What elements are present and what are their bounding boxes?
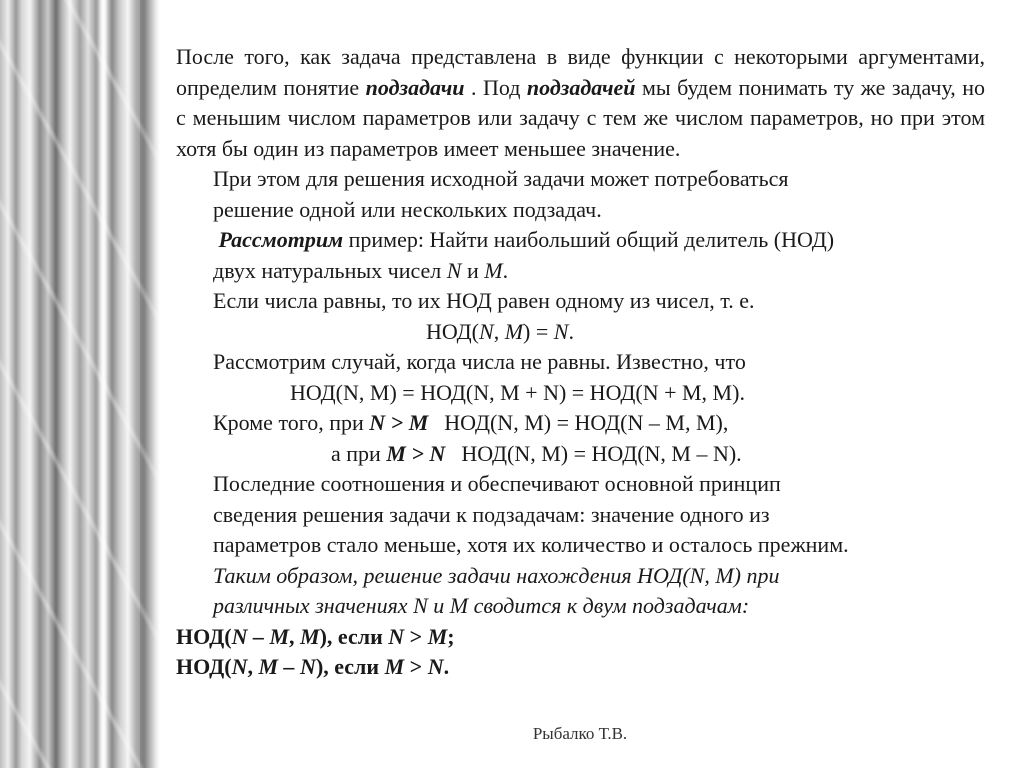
decorative-sidebar: [0, 0, 160, 768]
formula-var: M: [504, 318, 524, 344]
case-lead: Кроме того, при: [213, 410, 370, 435]
unequal-case-text: Рассмотрим случай, когда числа не равны. Известно, что: [213, 349, 746, 374]
var-n: N: [446, 257, 462, 283]
sub-var: N: [427, 654, 444, 679]
slide-content: [176, 42, 985, 683]
conclusion-line-1: Таким образом, решение задачи нахождения НОД(N, M) при: [213, 562, 780, 588]
case-m-gt-n: [176, 439, 985, 470]
case-formula: НОД(N, M) = НОД(N – M, M),: [444, 410, 729, 435]
formula-part: .: [568, 318, 574, 344]
case-condition: N > M: [369, 410, 429, 435]
definition-paragraph: [176, 42, 985, 164]
sub-var: N: [388, 623, 405, 649]
definition-text-3: мы будем понимать ту же задачу, но с меньшим числом параметров или задачу с тем же числом параметров, но при этом хотя бы один из параметров имеет меньшее значение.: [176, 74, 985, 161]
sub-part: ,: [289, 623, 301, 649]
example-end: .: [502, 257, 509, 283]
formula-var: N: [553, 318, 569, 344]
equal-case-formula: [176, 317, 985, 348]
sub-part: ), если: [315, 654, 385, 679]
sidebar-highlight: [98, 0, 108, 768]
sub-part: >: [404, 654, 428, 679]
sidebar-shade: [140, 0, 160, 768]
formula-var: N: [479, 318, 494, 344]
sub-var: M – N: [258, 654, 316, 679]
unequal-case-formula: НОД(N, M) = НОД(N, M + N) = НОД(N + M, M).: [290, 379, 745, 405]
conclusion-line-2: различных значениях N и M сводится к двум подзадачам:: [213, 593, 750, 618]
sub-var: N: [231, 654, 248, 679]
sub-part: НОД(: [176, 623, 232, 649]
case-formula: НОД(N, M) = НОД(N, M – N).: [461, 440, 742, 466]
case-n-gt-m: [176, 408, 985, 439]
sub-part: ;: [447, 623, 455, 649]
example-line-1: [176, 225, 985, 256]
formula-part: ,: [493, 318, 505, 344]
sub-var: N – M: [231, 623, 290, 649]
term-subtask-instr: подзадачей: [526, 74, 636, 100]
example-text-2: двух натуральных чисел: [213, 257, 447, 283]
principle-line-3: параметров стало меньше, хотя их количество и осталось прежним.: [213, 532, 849, 557]
example-line-2: [176, 256, 985, 287]
subproblem-2: [176, 652, 985, 683]
var-m: M: [484, 257, 503, 283]
example-text: пример: Найти наибольший общий делитель (НОД): [343, 227, 835, 252]
sub-part: >: [404, 623, 428, 649]
sub-part: .: [443, 654, 450, 679]
subtasks-line-2: решение одной или нескольких подзадач.: [213, 196, 602, 222]
sub-part: НОД(: [176, 654, 232, 679]
subtasks-line-1: При этом для решения исходной задачи может потребоваться: [213, 166, 789, 191]
case-condition: M > N: [386, 440, 446, 466]
equal-case-text: Если числа равны, то их НОД равен одному из чисел, т. е.: [213, 288, 755, 313]
principle-line-2: сведения решения задачи к подзадачам: значение одного из: [213, 501, 770, 527]
example-and: и: [461, 257, 485, 283]
term-subtask: подзадачи: [365, 74, 465, 100]
principle-line-1: Последние соотношения и обеспечивают основной принцип: [213, 471, 781, 496]
sub-part: ), если: [319, 623, 389, 649]
formula-part: НОД(: [426, 318, 480, 344]
sub-part: ,: [247, 654, 259, 679]
case-lead: а при: [331, 440, 387, 466]
formula-part: ) =: [523, 318, 554, 344]
subproblem-1: [176, 622, 985, 653]
sub-var: M: [427, 623, 448, 649]
example-lead: Рассмотрим: [218, 227, 344, 252]
definition-text-2: . Под: [464, 74, 527, 100]
footer-author: Рыбалко Т.В.: [532, 724, 628, 743]
sub-var: M: [300, 623, 320, 649]
sub-var: M: [384, 654, 405, 679]
definition-text-1: После того, как задача представлена в виде функции с некоторыми аргументами, определим понятие: [176, 44, 985, 100]
